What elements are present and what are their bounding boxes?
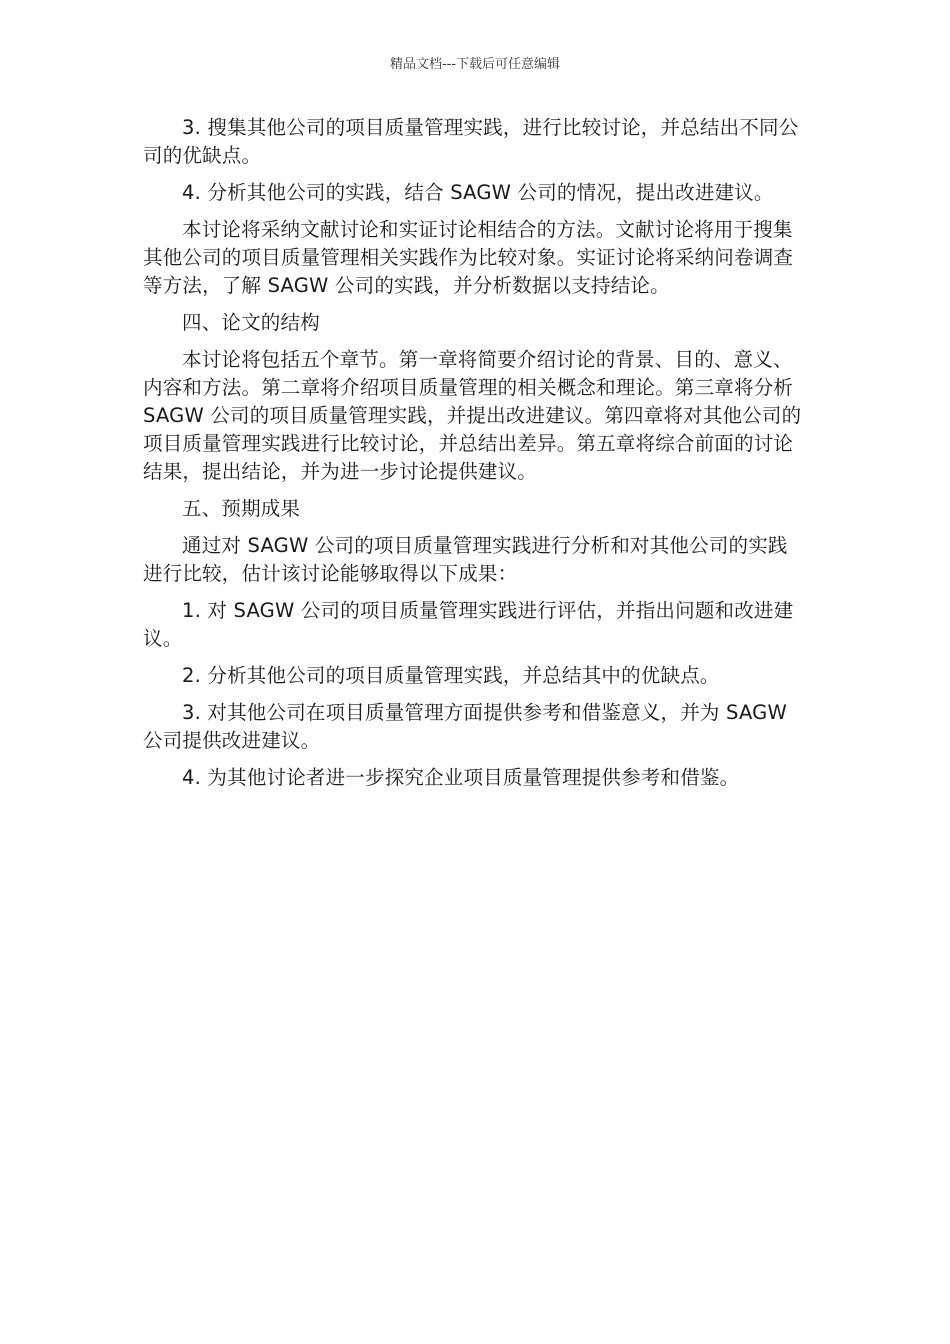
list-item-3-compare-companies: 3. 搜集其他公司的项目质量管理实践，进行比较讨论，并总结出不同公司的优缺点。: [143, 116, 799, 167]
result-item-3: 3. 对其他公司在项目质量管理方面提供参考和借鉴意义，并为 SAGW 公司提供改进建议。: [143, 701, 787, 752]
methodology-paragraph: 本讨论将采纳文献讨论和实证讨论相结合的方法。文献讨论将用于搜集其他公司的项目质量管理相关实践作为比较对象。实证讨论将采纳问卷调查等方法，了解 SAGW 公司的实践，并分析数据以支持结论。: [143, 218, 794, 297]
result-item-2: 2. 分析其他公司的项目质量管理实践，并总结其中的优缺点。: [182, 664, 720, 687]
section-heading-structure: 四、论文的结构: [182, 311, 320, 334]
section-heading-expected-results: 五、预期成果: [182, 497, 301, 520]
result-item-4: 4. 为其他讨论者进一步探究企业项目质量管理提供参考和借鉴。: [182, 766, 740, 789]
structure-paragraph: 本讨论将包括五个章节。第一章将简要介绍讨论的背景、目的、意义、内容和方法。第二章将介绍项目质量管理的相关概念和理论。第三章将分析 SAGW 公司的项目质量管理实践，并提出改进建议。第四章将对其他公司的项目质量管理实践进行比较讨论，并总结出差异。第五章将综合前面的讨论结果，提出结论，并为进一步讨论提供建议。: [143, 348, 802, 483]
list-item-4-improvement-suggestions: 4. 分析其他公司的实践，结合 SAGW 公司的情况，提出改进建议。: [182, 181, 774, 204]
page-header: 精品文档---下载后可任意编辑: [389, 57, 561, 72]
document-body: [143, 114, 807, 801]
expected-results-intro: 通过对 SAGW 公司的项目质量管理实践进行分析和对其他公司的实践进行比较，估计该讨论能够取得以下成果：: [143, 534, 788, 585]
result-item-1: 1. 对 SAGW 公司的项目质量管理实践进行评估，并指出问题和改进建议。: [143, 599, 794, 650]
